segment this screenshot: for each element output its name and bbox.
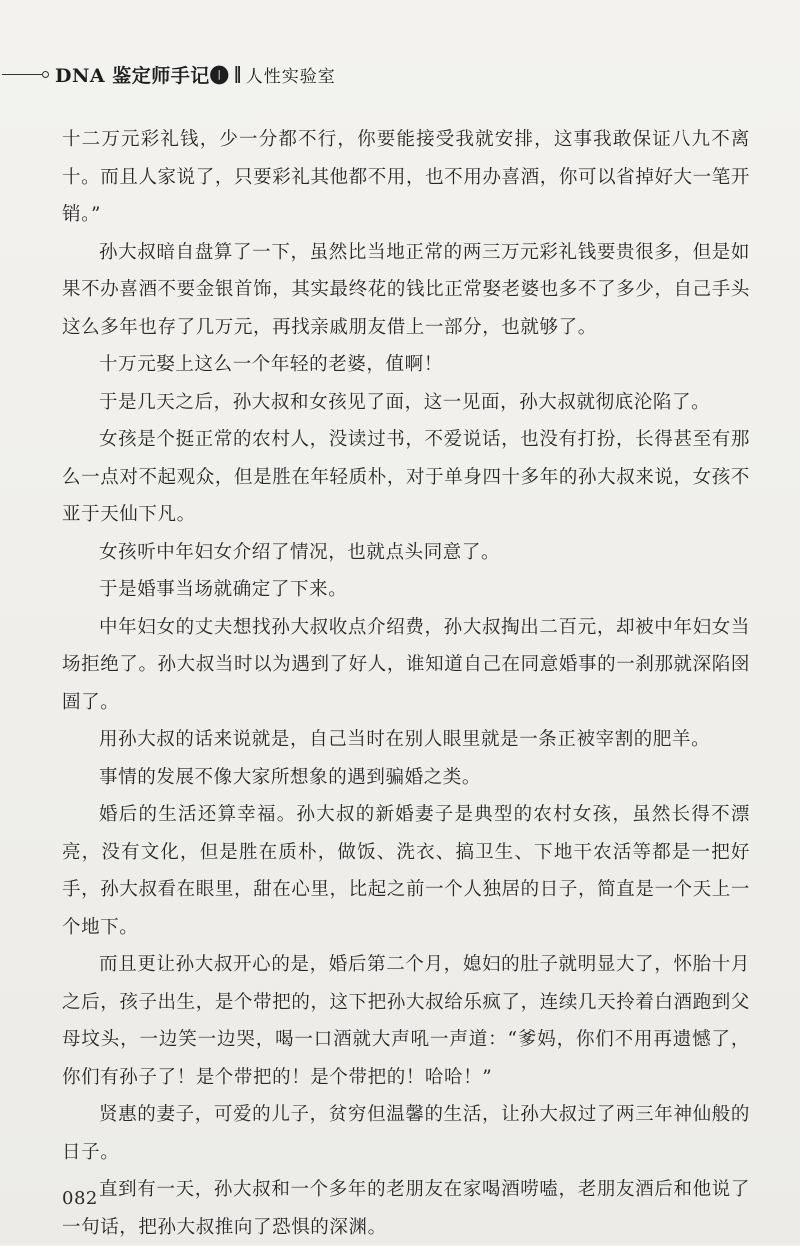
paragraph-12: 而且更让孙大叔开心的是，婚后第二个月，媳妇的肚子就明显大了，怀胎十月之后，孩子出生，是个带把的，这下把孙大叔给乐疯了，连续几天拎着白酒跑到父母坟头，一边笑一边哭，喝一口酒就大声吼一声道：“爹妈，你们不用再遗憾了，你们有孙子了！是个带把的！是个带把的！哈哈！” (62, 954, 750, 1088)
paragraph-5: 女孩是个挺正常的农村人，没读过书，不爱说话，也没有打扮，长得甚至有那么一点对不起观众，但是胜在年轻质朴，对于单身四十多年的孙大叔来说，女孩不亚于天仙下凡。 (62, 429, 750, 525)
paragraph-11: 婚后的生活还算幸福。孙大叔的新婚妻子是典型的农村女孩，虽然长得不漂亮，没有文化，但是胜在质朴，做饭、洗衣、搞卫生、下地干农活等都是一把好手，孙大叔看在眼里，甜在心里，比起之前一个人独居的日子，简直是一个天上一个地下。 (62, 804, 750, 938)
paragraph-8: 中年妇女的丈夫想找孙大叔收点介绍费，孙大叔掏出二百元，却被中年妇女当场拒绝了。孙大叔当时以为遇到了好人，谁知道自己在同意婚事的一刹那就深陷囹圄了。 (62, 616, 750, 713)
paragraph-4: 于是几天之后，孙大叔和女孩见了面，这一见面，孙大叔就彻底沦陷了。 (99, 391, 711, 413)
paragraph-2: 孙大叔暗自盘算了一下，虽然比当地正常的两三万元彩礼钱要贵很多，但是如果不办喜酒不要金银首饰，其实最终花的钱比正常娶老婆也多不了多少，自己手头这么多年也存了几万元，再找亲戚朋友借上一部分，也就够了。 (62, 241, 750, 338)
book-title: DNA 鉴定师手记❶ (55, 64, 230, 87)
header-rule-line (2, 74, 42, 75)
header-separator: ‖ (233, 64, 242, 84)
paragraph-10: 事情的发展不像大家所想象的遇到骗婚之类。 (99, 766, 482, 788)
header-circle-ornament (42, 71, 49, 78)
paragraph-7: 于是婚事当场就确定了下来。 (99, 579, 348, 600)
paragraph-9: 用孙大叔的话来说就是，自己当时在别人眼里就是一条正被宰割的肥羊。 (99, 729, 711, 750)
page-number: 082 (62, 1188, 98, 1209)
paragraph-1: 十二万元彩礼钱，少一分都不行，你要能接受我就安排，这事我敢保证八九不离十。而且人家说了，只要彩礼其他都不用，也不用办喜酒，你可以省掉好大一笔开销。” (62, 129, 750, 225)
paragraph-3: 十万元娶上这么一个年轻的老婆，值啊！ (99, 354, 443, 375)
running-header (0, 62, 336, 86)
book-subtitle: 人性实验室 (245, 66, 336, 87)
paragraph-13: 贤惠的妻子，可爱的儿子，贫穷但温馨的生活，让孙大叔过了两三年神仙般的日子。 (62, 1104, 750, 1163)
paragraph-14: 直到有一天，孙大叔和一个多年的老朋友在家喝酒唠嗑，老朋友酒后和他说了一句话，把孙大叔推向了恐惧的深渊。 (62, 1179, 750, 1238)
paragraph-6: 女孩听中年妇女介绍了情况，也就点头同意了。 (99, 541, 501, 563)
body-text (62, 121, 750, 1246)
